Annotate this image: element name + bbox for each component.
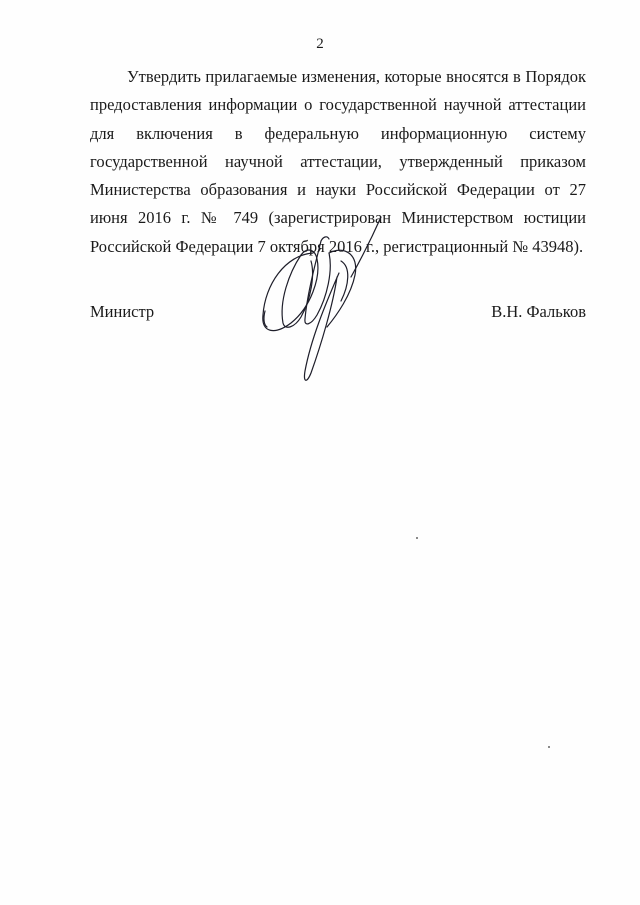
scan-speck bbox=[548, 746, 550, 748]
order-paragraph: Утвердить прилагаемые изменения, которые вносятся в Порядок предоставления информации о государственной научной аттестации для включения в федеральную информационную систему государственной научной аттестации, утвержденный приказом Министерства образования и науки Российской Федерации от 27 июня 2016 г. № 749 (зарегистрирован Министерством юстиции Российской Федерации 7 октября 2016 г., регистрационный № 43948). bbox=[90, 67, 586, 256]
handwritten-signature bbox=[255, 215, 390, 385]
scan-speck bbox=[416, 537, 418, 539]
signer-name: В.Н. Фальков bbox=[491, 302, 586, 321]
signer-title: Министр bbox=[90, 302, 155, 321]
page-number: 2 bbox=[316, 36, 324, 52]
signature-block bbox=[90, 302, 586, 324]
